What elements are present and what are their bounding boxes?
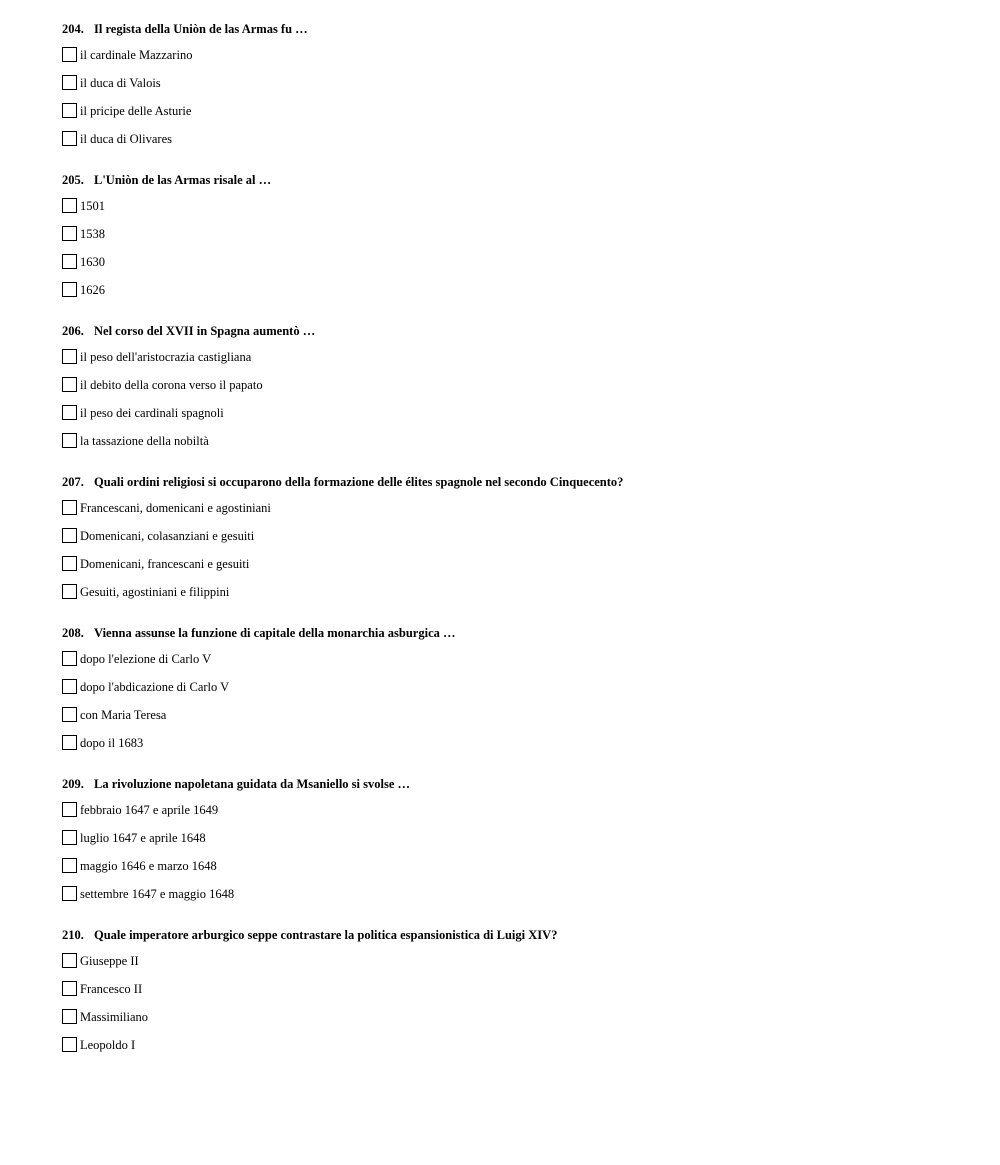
answer-label: Gesuiti, agostiniani e filippini: [80, 585, 230, 599]
question-text: Nel corso del XVII in Spagna aumentò …: [94, 324, 316, 338]
answer-checkbox[interactable]: [62, 254, 77, 269]
answer-label: Francescani, domenicani e agostiniani: [80, 501, 271, 515]
question-number: 205.: [62, 173, 84, 187]
question-heading: [62, 775, 410, 793]
answer-checkbox[interactable]: [62, 679, 77, 694]
question-text: Quali ordini religiosi si occuparono della formazione delle élites spagnole nel secondo Cinquecento?: [94, 475, 624, 489]
answer-label: luglio 1647 e aprile 1648: [80, 831, 206, 845]
answer-label: dopo l'elezione di Carlo V: [80, 652, 212, 666]
answer-checkbox[interactable]: [62, 349, 77, 364]
answer-checkbox[interactable]: [62, 198, 77, 213]
answer-label: il peso dei cardinali spagnoli: [80, 406, 224, 420]
answer-label: Domenicani, colasanziani e gesuiti: [80, 529, 255, 543]
question-text: L'Uniòn de las Armas risale al …: [94, 173, 272, 187]
question-heading: [62, 473, 623, 491]
answer-checkbox[interactable]: [62, 226, 77, 241]
answer-checkbox[interactable]: [62, 802, 77, 817]
answer-label: 1538: [80, 227, 105, 241]
answer-checkbox[interactable]: [62, 886, 77, 901]
answer-checkbox[interactable]: [62, 1037, 77, 1052]
answer-label: il peso dell'aristocrazia castigliana: [80, 350, 252, 364]
answer-label: Domenicani, francescani e gesuiti: [80, 557, 250, 571]
answer-label: la tassazione della nobiltà: [80, 434, 209, 448]
question-number: 204.: [62, 22, 84, 36]
answer-checkbox[interactable]: [62, 528, 77, 543]
question-heading: [62, 322, 315, 340]
question-number: 209.: [62, 777, 84, 791]
question-heading: [62, 171, 271, 189]
answer-checkbox[interactable]: [62, 981, 77, 996]
answer-label: maggio 1646 e marzo 1648: [80, 859, 217, 873]
answer-label: Leopoldo I: [80, 1038, 136, 1052]
answer-checkbox[interactable]: [62, 500, 77, 515]
answer-label: settembre 1647 e maggio 1648: [80, 887, 235, 901]
answer-checkbox[interactable]: [62, 830, 77, 845]
answer-checkbox[interactable]: [62, 584, 77, 599]
answer-label: il duca di Valois: [80, 76, 161, 90]
answer-label: febbraio 1647 e aprile 1649: [80, 803, 219, 817]
question-heading: [62, 20, 308, 38]
answer-label: il pricipe delle Asturie: [80, 104, 192, 118]
answer-checkbox[interactable]: [62, 556, 77, 571]
question-number: 207.: [62, 475, 84, 489]
question-number: 210.: [62, 928, 84, 942]
answer-label: il debito della corona verso il papato: [80, 378, 263, 392]
answer-label: dopo l'abdicazione di Carlo V: [80, 680, 230, 694]
question-heading: [62, 926, 557, 944]
answer-checkbox[interactable]: [62, 103, 77, 118]
answer-label: il duca di Olivares: [80, 132, 172, 146]
answer-label: il cardinale Mazzarino: [80, 48, 193, 62]
answer-label: 1501: [80, 199, 105, 213]
question-text: La rivoluzione napoletana guidata da Msaniello si svolse …: [94, 777, 411, 791]
answer-checkbox[interactable]: [62, 735, 77, 750]
answer-checkbox[interactable]: [62, 651, 77, 666]
answer-checkbox[interactable]: [62, 1009, 77, 1024]
answer-checkbox[interactable]: [62, 405, 77, 420]
answer-label: 1630: [80, 255, 105, 269]
answer-label: Massimiliano: [80, 1010, 149, 1024]
answer-label: dopo il 1683: [80, 736, 144, 750]
answer-checkbox[interactable]: [62, 75, 77, 90]
answer-checkbox[interactable]: [62, 858, 77, 873]
question-text: Il regista della Uniòn de las Armas fu …: [94, 22, 308, 36]
answer-checkbox[interactable]: [62, 953, 77, 968]
answer-label: 1626: [80, 283, 105, 297]
answer-checkbox[interactable]: [62, 47, 77, 62]
question-heading: [62, 624, 456, 642]
answer-label: Giuseppe II: [80, 954, 139, 968]
answer-checkbox[interactable]: [62, 131, 77, 146]
question-number: 206.: [62, 324, 84, 338]
answer-checkbox[interactable]: [62, 707, 77, 722]
question-text: Vienna assunse la funzione di capitale della monarchia asburgica …: [94, 626, 456, 640]
answer-checkbox[interactable]: [62, 282, 77, 297]
answer-label: con Maria Teresa: [80, 708, 167, 722]
answer-checkbox[interactable]: [62, 433, 77, 448]
answer-checkbox[interactable]: [62, 377, 77, 392]
question-text: Quale imperatore arburgico seppe contrastare la politica espansionistica di Luigi XIV?: [94, 928, 558, 942]
answer-label: Francesco II: [80, 982, 143, 996]
question-number: 208.: [62, 626, 84, 640]
